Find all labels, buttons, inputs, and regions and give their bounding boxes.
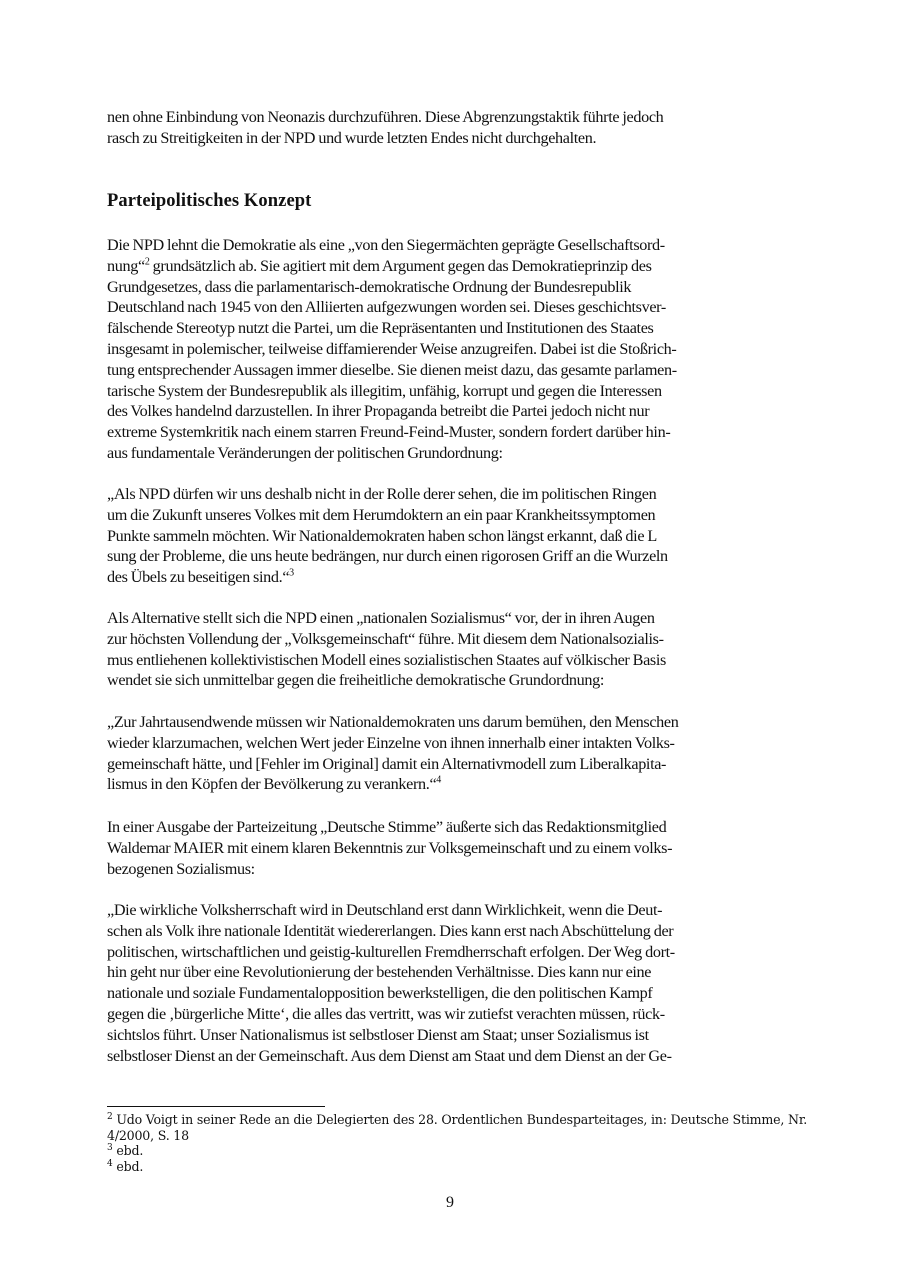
text-line: „Als NPD dürfen wir uns deshalb nicht in der Rolle derer sehen, die im politischen Ringen [107, 485, 657, 503]
section-heading: Parteipolitisches Konzept [107, 191, 312, 211]
text-fragment: lismus in den Köpfen der Bevölkerung zu verankern.“ [107, 775, 437, 794]
footnote-ref-4[interactable]: 4 [436, 775, 441, 786]
text-line [107, 567, 747, 588]
footnote-text: ebd. [116, 1158, 144, 1174]
text-fragment: nung“ [107, 256, 145, 275]
text-line: sung der Probleme, die uns heute bedrängen, nur durch einen rigorosen Griff an die Wurzeln [107, 547, 668, 566]
text-line: nen ohne Einbindung von Neonazis durchzuführen. Diese Abgrenzungstaktik führte jedoch [107, 108, 664, 126]
text-line: aus fundamentale Veränderungen der politischen Grundordnung: [107, 443, 503, 462]
text-line: extreme Systemkritik nach einem starren Freund-Feind-Muster, sondern fordert darüber hin- [107, 423, 671, 442]
footnote-ref-2[interactable]: 2 [144, 256, 150, 268]
text-line: „Die wirkliche Volksherrschaft wird in Deutschland erst dann Wirklichkeit, wenn die Deut- [107, 901, 663, 919]
text-line: tarische System der Bundesrepublik als illegitim, unfähig, korrupt und gegen die Interessen [107, 381, 662, 400]
intro-paragraph [107, 107, 747, 149]
text-line: schen als Volk ihre nationale Identität wiedererlangen. Dies kann erst nach Abschüttelung der [107, 921, 674, 940]
footnote-number: 4 [107, 1158, 113, 1169]
text-line [107, 774, 747, 795]
text-line: fälschende Stereotyp nutzt die Partei, um die Repräsentanten und Institutionen des Staates [107, 319, 654, 338]
paragraph-national-socialism [107, 608, 747, 691]
text-line: gemeinschaft hätte, und [Fehler im Original] damit ein Alternativmodell zum Liberalkapita- [107, 754, 667, 773]
text-line: zur höchsten Vollendung der „Volksgemeinschaft“ führe. Mit diesem dem Nationalsozialis- [107, 629, 664, 648]
text-line: politischen, wirtschaftlichen und geistig-kulturellen Fremdherrschaft erfolgen. Der Weg dort- [107, 942, 675, 961]
text-line: um die Zukunft unseres Volkes mit dem Herumdoktern an ein paar Krankheitssymptomen [107, 505, 656, 524]
text-line: insgesamt in polemischer, teilweise diffamierender Weise anzugreifen. Dabei ist die Stoßrich- [107, 339, 677, 358]
text-line: des Volkes handelnd darzustellen. In ihrer Propaganda betreibt die Partei jedoch nicht nur [107, 402, 650, 421]
footnote-ref-3[interactable]: 3 [289, 567, 294, 579]
text-line: Die NPD lehnt die Demokratie als eine „von den Siegermächten geprägte Gesellschaftsord- [107, 236, 665, 254]
text-line: Waldemar MAIER mit einem klaren Bekenntnis zur Volksgemeinschaft und zu einem volks- [107, 838, 673, 857]
text-line: sichtslos führt. Unser Nationalismus ist selbstloser Dienst am Staat; unser Sozialismus ist [107, 1025, 649, 1044]
text-line: selbstloser Dienst an der Gemeinschaft. Aus dem Dienst am Staat und dem Dienst an der Ge- [107, 1046, 672, 1065]
footnote-4 [107, 1159, 797, 1175]
text-line: „Zur Jahrtausendwende müssen wir Nationaldemokraten uns darum bemühen, den Menschen [107, 713, 679, 731]
text-line: gegen die ‚bürgerliche Mitte‘, die alles das vertritt, was wir zutiefst verachten müssen, rück- [107, 1004, 665, 1023]
footnote-2 [107, 1111, 808, 1128]
text-line: bezogenen Sozialismus: [107, 859, 255, 878]
text-line: hin geht nur über eine Revolutionierung der bestehenden Verhältnisse. Dies kann nur eine [107, 963, 652, 982]
footnote-divider [107, 1106, 325, 1107]
text-fragment: des Übels zu beseitigen sind.“ [107, 568, 290, 587]
footnote-3 [107, 1143, 797, 1159]
quote-npd-role [107, 484, 747, 588]
footnote-text: Udo Voigt in seiner Rede an die Delegierten des 28. Ordentlichen Bundesparteitages, in: Deutsche Stimme, Nr. [116, 1112, 808, 1127]
page-number: 9 [446, 1194, 454, 1211]
text-line: Deutschland nach 1945 von den Alliierten aufgezwungen worden sei. Dieses geschichtsver- [107, 298, 666, 317]
quote-volksherrschaft [107, 900, 747, 1066]
text-line: wieder klarzumachen, welchen Wert jeder Einzelne von ihnen innerhalb einer intakten Volks- [107, 733, 675, 752]
text-line: nationale und soziale Fundamentalopposition bewerkstelligen, die den politischen Kampf [107, 984, 653, 1003]
paragraph-deutsche-stimme [107, 817, 747, 879]
text-line [107, 256, 747, 277]
footnote-text: ebd. [116, 1143, 144, 1158]
text-line: Als Alternative stellt sich die NPD einen „nationalen Sozialismus“ vor, der in ihren Augen [107, 609, 655, 627]
footnotes [107, 1111, 808, 1174]
text-line: Grundgesetzes, dass die parlamentarisch-demokratische Ordnung der Bundesrepublik [107, 277, 632, 296]
footnote-number: 2 [107, 1111, 113, 1122]
text-line: tung entsprechender Aussagen immer dieselbe. Sie dienen meist dazu, das gesamte parlamen- [107, 360, 677, 379]
text-line: mus entliehenen kollektivistischen Modell eines sozialistischen Staates auf völkischer Basis [107, 650, 666, 669]
footnote-number: 3 [107, 1142, 113, 1153]
quote-millennium [107, 712, 747, 795]
text-line: rasch zu Streitigkeiten in der NPD und wurde letzten Endes nicht durchgehalten. [107, 128, 597, 147]
paragraph-democracy [107, 235, 747, 464]
text-line: wendet sie sich unmittelbar gegen die freiheitliche demokratische Grundordnung: [107, 671, 604, 690]
text-line: In einer Ausgabe der Parteizeitung „Deutsche Stimme” äußerte sich das Redaktionsmitglied [107, 818, 667, 836]
text-fragment: grundsätzlich ab. Sie agitiert mit dem Argument gegen das Demokratieprinzip des [149, 256, 652, 275]
text-line: Punkte sammeln möchten. Wir Nationaldemokraten haben schon längst erkannt, daß die L [107, 526, 657, 545]
footnote-2-continued: 4/2000, S. 18 [107, 1127, 189, 1143]
